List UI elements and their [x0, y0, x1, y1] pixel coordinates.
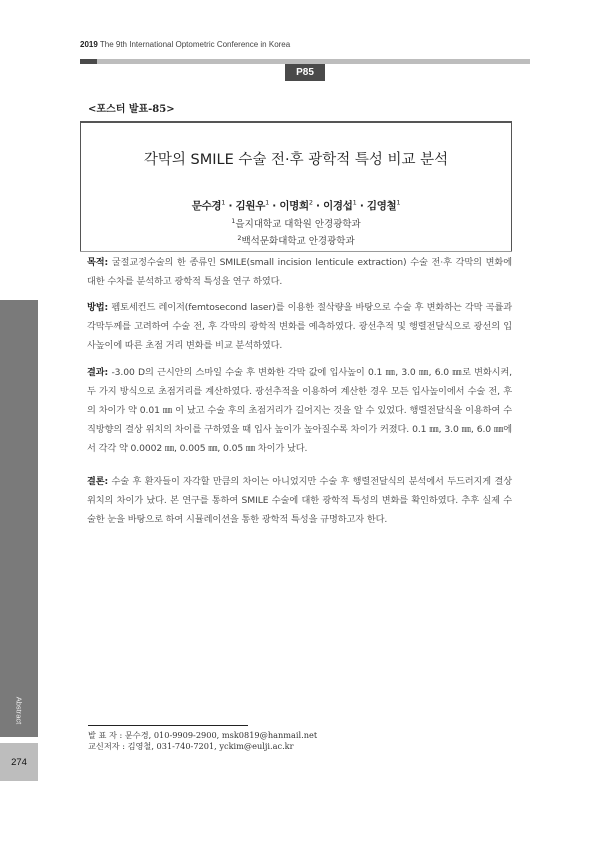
page-number: 274 [11, 756, 27, 768]
author-separator: · [356, 200, 367, 212]
running-header [80, 40, 290, 49]
title-box-left-border [80, 121, 81, 251]
author-name: 문수경 [191, 200, 222, 212]
poster-label: <포스터 발표-85> [88, 104, 175, 115]
section-methods [87, 298, 512, 355]
title-box-top-border [80, 121, 512, 123]
affiliation-text: 을지대학교 대학원 안경광학과 [235, 219, 361, 230]
section-text: 굴절교정수술의 한 종류인 SMILE(small incision lenticule extraction) 수술 전·후 각막의 변화에 대한 수차를 분석하고 광학적 특성을 연구 하였다. [87, 257, 512, 287]
author-name: 김영철 [366, 200, 397, 212]
author-separator: · [225, 200, 236, 212]
author-affiliation-mark: 1 [265, 198, 269, 207]
side-tab [0, 300, 38, 737]
author-name: 김원우 [235, 200, 266, 212]
section-text: 수술 후 환자들이 자각할 만큼의 차이는 아니었지만 수술 후 행렬전달식의 분석에서 두드러지게 결상위치의 차이가 났다. 본 연구를 통하여 SMILE 수술에 대한 광학적 특성의 변화를 확인하였다. 추후 실제 수술한 눈을 바탕으로 하여 시뮬레이션을 통한 광학적 특성을 규명하고자 한다. [87, 476, 513, 525]
author-affiliation-mark: 1 [396, 198, 401, 207]
author-affiliation-mark: 1 [352, 198, 357, 207]
author-name: 이경섭 [323, 200, 353, 212]
section-text: -3.00 D의 근시안의 스마일 수술 후 변화한 각막 값에 입사높이 0.1 ㎜, 3.0 ㎜, 6.0 ㎜로 변화시켜, 두 가지 방식으로 초점거리를 계산하였다. 광선추적을 이용하여 계산한 경우 모든 입사높이에서 수술 전, 후의 차이가 약 0.01 ㎜ 이 났고 수술 후의 초점거리가 길어지는 것을 알 수 있었다. 행렬전달식을 이용하여 수직방향의 결상 위치의 차이를 구하였을 때 입사 높이가 높아질수록 차이가 커졌다. 0.1 ㎜, 3.0 ㎜, 6.0 ㎜에서 각각 약 0.0002 ㎜, 0.005 ㎜, 0.05 ㎜ 차이가 났다. [87, 367, 512, 454]
affiliation-mark: 2 [237, 233, 242, 242]
footnote-corresponding-author: 교신저자 : 김영철, 031-740-7201, yckim@eulji.ac.kr [88, 741, 294, 751]
paper-title: 각막의 SMILE 수술 전·후 광학적 특성 비교 분석 [143, 152, 449, 168]
side-tab-label [3, 690, 35, 730]
header-bar-dark [80, 59, 97, 64]
affiliation-mark: 1 [231, 216, 236, 225]
affiliation-2 [80, 233, 512, 247]
author-list [80, 198, 512, 213]
affiliation-text: 백석문화대학교 안경광학과 [241, 236, 355, 247]
footnote-rule [88, 725, 248, 726]
author-affiliation-mark: 2 [308, 198, 313, 207]
section-results [87, 363, 512, 458]
section-label: 결과: [87, 367, 109, 378]
section-purpose [87, 253, 512, 291]
poster-number-badge: P85 [285, 64, 325, 81]
footnote-presenter: 발 표 자 : 문수경, 010-9909-2900, msk0819@hanmail.net [88, 730, 318, 740]
title-box-right-border [511, 121, 512, 251]
author-name: 이명희 [279, 200, 309, 212]
header-year: 2019 [80, 40, 98, 49]
header-conference: The 9th International Optometric Conference in Korea [99, 40, 291, 49]
section-text: 펨토세컨드 레이저(femtosecond laser)를 이용한 절삭량을 바탕으로 수술 후 변화하는 각막 곡률과 각막두께를 고려하여 수술 전, 후 각막의 광학적 변화를 예측하였다. 광선추적 및 행렬전달식으로 광선의 입사높이에 따른 초점 거리 변화를 비교 분석하였다. [87, 302, 512, 351]
side-tab-label-text: Abstract [14, 696, 24, 724]
section-label: 목적: [87, 257, 109, 268]
author-separator: · [268, 200, 280, 212]
title-box-bottom-border [80, 251, 512, 252]
section-label: 방법: [87, 302, 109, 313]
affiliation-1 [80, 216, 512, 230]
author-separator: · [312, 200, 324, 212]
section-label: 결론: [87, 476, 109, 487]
author-affiliation-mark: 1 [221, 198, 226, 207]
section-conclusion [87, 472, 512, 529]
